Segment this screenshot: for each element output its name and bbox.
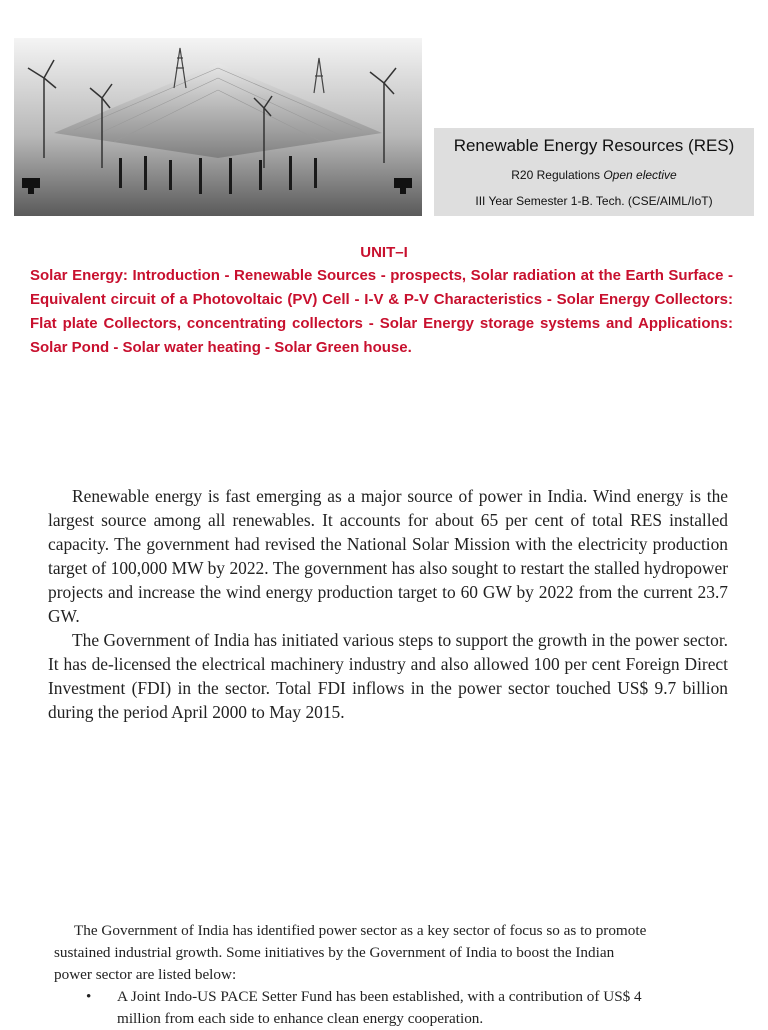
intro-text-block: [48, 484, 728, 724]
year-line: III Year Semester 1-B. Tech. (CSE/AIML/IoT): [475, 194, 713, 208]
bullet-symbol: •: [86, 988, 92, 1005]
regulations-label: R20 Regulations: [511, 168, 600, 182]
list-item-text: A Joint Indo-US PACE Setter Fund has been established, with a contribution of US$ 4 million from each side to enhance clean energy cooperation.: [117, 988, 642, 1027]
regulations-line: [434, 168, 754, 182]
paragraph-government-steps: The Government of India has initiated various steps to support the growth in the power sector. It has de-licensed the electrical machinery industry and also allowed 100 per cent Foreign Direct Investment (FDI) in the sector. Total FDI inflows in the power sector touched US$ 9.7 billion during the period April 2000 to May 2015.: [48, 630, 728, 722]
elective-label: Open elective: [603, 168, 677, 182]
initiatives-list: [54, 986, 654, 1030]
course-title: Renewable Energy Resources (RES): [453, 136, 735, 155]
course-header-box: [434, 128, 754, 216]
list-item: [54, 986, 654, 1030]
unit-heading: UNIT–I: [360, 244, 408, 261]
paragraph-renewable-energy: Renewable energy is fast emerging as a major source of power in India. Wind energy is the largest source among all renewables. It accounts for about 65 per cent of total RES installed capacity. The government had revised the National Solar Mission with the electricity production target of 100,000 MW by 2022. The government has also sought to restart the stalled hydropower projects and increase the wind energy production target to 60 GW by 2022 from the current 23.7 GW.: [48, 486, 728, 626]
banner-image: [14, 38, 422, 216]
paragraph-initiatives-intro: The Government of India has identified power sector as a key sector of focus so as to promote sustained industrial growth. Some initiatives by the Government of India to boost the Indian power sector are listed below:: [54, 922, 647, 983]
unit-topics: Solar Energy: Introduction - Renewable Sources - prospects, Solar radiation at the Earth Surface - Equivalent circuit of a Photovoltaic (PV) Cell - I-V & P-V Characteristics - Solar Energy Collectors: Flat plate Collectors, concentrating collectors - Solar Energy storage systems and Applications: Solar Pond - Solar water heating - Solar Green house.: [30, 267, 733, 356]
initiatives-text-block: [54, 920, 654, 1030]
